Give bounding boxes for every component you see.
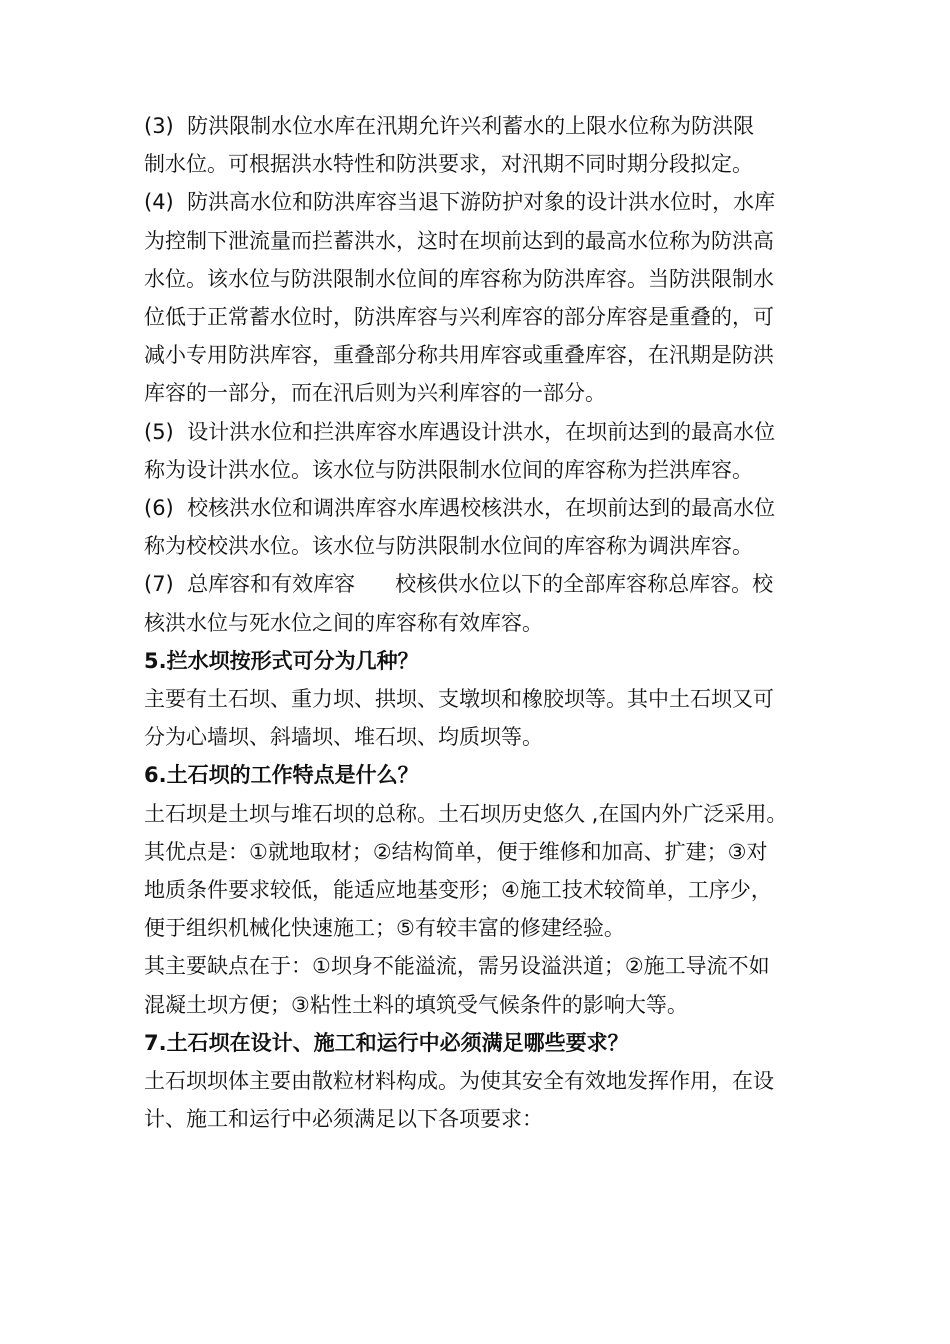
question-5-heading: 5.拦水坝按形式可分为几种？ <box>144 648 419 673</box>
answer-6-disadvantages-paragraph: 其主要缺点在于：①坝身不能溢流，需另设溢洪道；②施工导流不如 混凝土坝方便；③粘性土料的填筑受气候条件的影响大等。 <box>144 954 770 1017</box>
answer-5-paragraph: 主要有土石坝、重力坝、拱坝、支墩坝和橡胶坝等。其中土石坝又可 分为心墙坝、斜墙坝、堆石坝、均质坝等。 <box>144 687 774 750</box>
answer-6-advantages-paragraph: 土石坝是土坝与堆石坝的总称。土石坝历史悠久 ,在国内外广泛采用。 其优点是：①就地取材；②结构简单，便于维修和加高、扩建；③对 地质条件要求较低，能适应地基变形；④施工技术较简单，工序少， 便于组织机械化快速施工；⑤有较丰富的修建经验。 <box>144 801 788 941</box>
document-page <box>144 107 812 1138</box>
question-7-heading: 7.土石坝在设计、施工和运行中必须满足哪些要求？ <box>144 1030 629 1055</box>
answer-7-paragraph: 土石坝坝体主要由散粒材料构成。为使其安全有效地发挥作用，在设 计、施工和运行中必须满足以下各项要求： <box>144 1069 774 1132</box>
item-7-paragraph: (7) 总库容和有效库容 校核供水位以下的全部库容称总库容。校 核洪水位与死水位之间的库容称有效库容。 <box>144 572 774 635</box>
item-3-paragraph: (3) 防洪限制水位水库在汛期允许兴利蓄水的上限水位称为防洪限 制水位。可根据洪水特性和防洪要求，对汛期不同时期分段拟定。 <box>144 114 755 177</box>
item-5-paragraph: (5) 设计洪水位和拦洪库容水库遇设计洪水，在坝前达到的最高水位 称为设计洪水位。该水位与防洪限制水位间的库容称为拦洪库容。 <box>144 419 776 482</box>
item-6-paragraph: (6) 校核洪水位和调洪库容水库遇校核洪水，在坝前达到的最高水位 称为校校洪水位。该水位与防洪限制水位间的库容称为调洪库容。 <box>144 496 776 559</box>
item-4-paragraph: (4) 防洪高水位和防洪库容当退下游防护对象的设计洪水位时，水库 为控制下泄流量而拦蓄洪水，这时在坝前达到的最高水位称为防洪高 水位。该水位与防洪限制水位间的库容称为防洪库容。当防洪限制水 位低于正常蓄水位时，防洪库容与兴利库容的部分库容是重叠的，可 减小专用防洪库容，重叠部分称共用库容或重叠库容，在汛期是防洪 库容的一部分，而在汛后则为兴利库容的一部分。 <box>144 190 776 406</box>
question-6-heading: 6.土石坝的工作特点是什么？ <box>144 763 419 788</box>
